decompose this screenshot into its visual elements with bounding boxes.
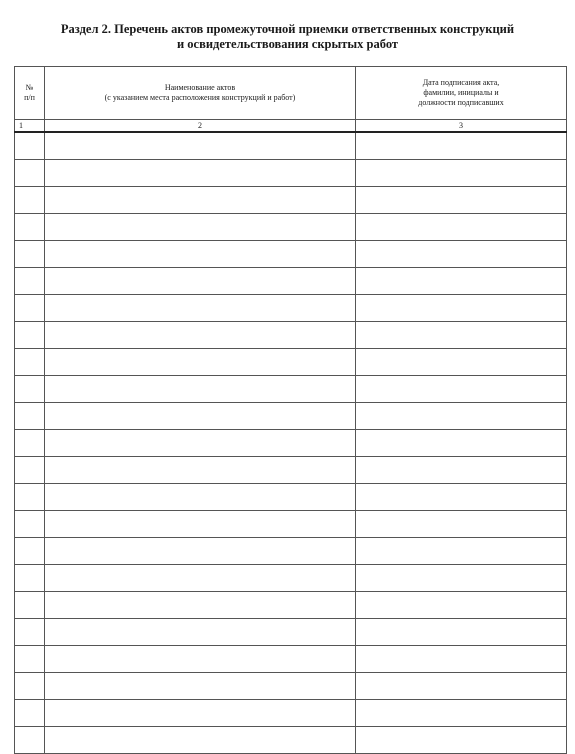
cell-signing-date[interactable] [356,457,567,484]
cell-number[interactable] [15,430,45,457]
cell-act-name[interactable] [45,322,356,349]
table-row [15,565,567,592]
table-row [15,241,567,268]
table-row [15,132,567,160]
page-title [0,22,575,52]
table-row [15,457,567,484]
cell-number[interactable] [15,214,45,241]
header-act-name-line-1: Наименование актов [164,83,236,92]
cell-act-name[interactable] [45,430,356,457]
cell-signing-date[interactable] [356,268,567,295]
cell-number[interactable] [15,619,45,646]
cell-act-name[interactable] [45,619,356,646]
header-signing-date-line-1: Дата подписания акта, [422,78,500,87]
cell-signing-date[interactable] [356,376,567,403]
table-row [15,511,567,538]
cell-number[interactable] [15,727,45,754]
cell-signing-date[interactable] [356,403,567,430]
header-act-name [45,67,356,120]
table-row [15,349,567,376]
cell-act-name[interactable] [45,457,356,484]
cell-act-name[interactable] [45,700,356,727]
cell-number[interactable] [15,673,45,700]
cell-act-name[interactable] [45,349,356,376]
table-row [15,214,567,241]
header-act-name-line-2: (с указанием места расположения конструкций и работ) [104,93,296,102]
table-body [15,120,567,754]
cell-signing-date[interactable] [356,187,567,214]
table-row [15,322,567,349]
cell-number[interactable] [15,268,45,295]
cell-act-name[interactable] [45,673,356,700]
table-row [15,376,567,403]
header-signing-date [356,67,567,120]
cell-signing-date[interactable] [356,511,567,538]
cell-signing-date[interactable] [356,322,567,349]
cell-act-name[interactable] [45,132,356,160]
header-number [15,67,45,120]
cell-signing-date[interactable] [356,700,567,727]
cell-act-name[interactable] [45,187,356,214]
column-number-2: 2 [45,120,356,133]
cell-act-name[interactable] [45,376,356,403]
header-number-line-1: № [25,83,34,92]
cell-number[interactable] [15,457,45,484]
cell-number[interactable] [15,511,45,538]
table-row [15,673,567,700]
cell-signing-date[interactable] [356,132,567,160]
cell-act-name[interactable] [45,241,356,268]
cell-number[interactable] [15,700,45,727]
cell-act-name[interactable] [45,160,356,187]
table-row [15,592,567,619]
cell-act-name[interactable] [45,268,356,295]
cell-act-name[interactable] [45,214,356,241]
cell-act-name[interactable] [45,646,356,673]
table-row [15,619,567,646]
cell-signing-date[interactable] [356,430,567,457]
table-row [15,430,567,457]
cell-signing-date[interactable] [356,538,567,565]
table-row [15,646,567,673]
table-row [15,484,567,511]
cell-act-name[interactable] [45,403,356,430]
cell-signing-date[interactable] [356,160,567,187]
cell-act-name[interactable] [45,511,356,538]
column-number-3: 3 [356,120,567,133]
header-row [15,67,567,120]
cell-act-name[interactable] [45,565,356,592]
cell-number[interactable] [15,187,45,214]
cell-signing-date[interactable] [356,646,567,673]
title-line-1: Раздел 2. Перечень актов промежуточной приемки ответственных конструкций [60,22,515,36]
cell-number[interactable] [15,538,45,565]
cell-number[interactable] [15,592,45,619]
cell-number[interactable] [15,484,45,511]
cell-signing-date[interactable] [356,673,567,700]
table-row [15,727,567,754]
cell-number[interactable] [15,322,45,349]
cell-signing-date[interactable] [356,619,567,646]
cell-signing-date[interactable] [356,214,567,241]
header-number-line-2: п/п [24,93,35,102]
cell-signing-date[interactable] [356,349,567,376]
cell-number[interactable] [15,160,45,187]
cell-number[interactable] [15,241,45,268]
cell-signing-date[interactable] [356,727,567,754]
cell-signing-date[interactable] [356,592,567,619]
column-number-row [15,120,567,133]
table-row [15,295,567,322]
cell-signing-date[interactable] [356,565,567,592]
cell-number[interactable] [15,132,45,160]
title-line-2: и освидетельствования скрытых работ [176,37,399,51]
cell-number[interactable] [15,349,45,376]
cell-signing-date[interactable] [356,484,567,511]
table-row [15,187,567,214]
table-row [15,538,567,565]
table-row [15,268,567,295]
header-signing-date-line-3: должности подписавших [418,98,504,107]
cell-act-name[interactable] [45,727,356,754]
cell-number[interactable] [15,565,45,592]
cell-signing-date[interactable] [356,295,567,322]
cell-act-name[interactable] [45,592,356,619]
cell-number[interactable] [15,376,45,403]
cell-signing-date[interactable] [356,241,567,268]
cell-number[interactable] [15,403,45,430]
cell-number[interactable] [15,646,45,673]
table-row [15,403,567,430]
header-signing-date-line-2: фамилии, инициалы и [423,88,499,97]
table-row [15,700,567,727]
cell-act-name[interactable] [45,295,356,322]
cell-number[interactable] [15,295,45,322]
cell-act-name[interactable] [45,484,356,511]
acts-table [14,66,567,754]
column-number-1: 1 [15,120,45,133]
table-row [15,160,567,187]
cell-act-name[interactable] [45,538,356,565]
